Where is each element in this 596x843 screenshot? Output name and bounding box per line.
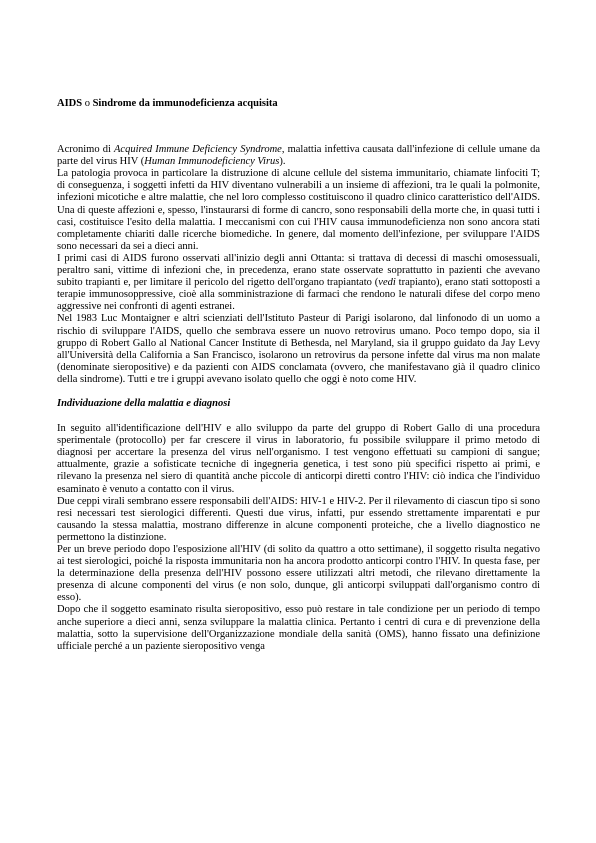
title-connector: o bbox=[84, 98, 90, 109]
intro-p1-text-c: ). bbox=[279, 156, 286, 168]
intro-paragraph-4: Nel 1983 Luc Montaigner e altri scienziati dell'Istituto Pasteur di Parigi isolarono, dal linfonodo di un uomo a rischio di sviluppare l'AIDS, quello che sembrava essere un nuovo retrovirus umano. Poco tempo dopo, sia il gruppo di Robert Gallo al National Cancer Institute di Bethesda, nel Maryland, sia il gruppo guidato da Jay Levy all'Università della California a San Francisco, isolarono un retrovirus da persone infette dal virus ma non malate (denominate sieropositive) e da pazienti con AIDS conclamata (ovvero, che manifestavano già il quadro clinico della sindrome). Tutti e tre i gruppi avevano isolato quello che oggi è noto come HIV. bbox=[57, 313, 540, 385]
document-page bbox=[57, 98, 540, 653]
section-heading: Individuazione della malattia e diagnosi bbox=[57, 397, 231, 409]
intro-p1-italic-a: Acquired Immune Deficiency Syndrome bbox=[114, 144, 282, 156]
section-paragraph-3: Per un breve periodo dopo l'esposizione all'HIV (di solito da quattro a otto settimane), il soggetto risulta negativo ai test sierologici, poiché la risposta immunitaria non ha ancora prodotto anticorpi contro l'HIV. In questa fase, per la determinazione della presenza dell'HIV possono essere utilizzati altri metodi, che rilevano direttamente la presenza di alcune componenti del virus (e non solo, dunque, gli anticorpi sviluppati dall'organismo contro di esso). bbox=[57, 544, 540, 604]
section-paragraph-2: Due ceppi virali sembrano essere responsabili dell'AIDS: HIV-1 e HIV-2. Per il rilevamento di ciascun tipo si sono resi necessari test sierologici differenti. Questi due virus, infatti, pur essendo strettamente imparentati e pur causando la stessa malattia, mostrano differenze in alcune componenti proteiche, che a livello diagnostico ne permettono la distinzione. bbox=[57, 495, 540, 543]
intro-p3-text-a: I primi casi di AIDS furono osservati all'inizio degli anni Ottanta: si trattava di decessi di maschi omosessuali, peraltro sani, vittime di infezioni che, in precedenza, erano state osservate soprattutto in pazienti che avevano subito trapianti e, per limitare il pericolo del rigetto dell'organo trapiantato ( bbox=[57, 252, 540, 289]
intro-paragraph-2: La patologia provoca in particolare la distruzione di alcune cellule del sistema immunitario, chiamate linfociti T; di conseguenza, i soggetti infetti da HIV diventano vulnerabili a un insieme di affezioni, tra le quali la polmonite, infezioni micotiche e altre malattie, che nel loro complesso costituiscono il quadro clinico caratteristico dell'AIDS. Una di queste affezioni e, spesso, l'instaurarsi di forme di cancro, sono responsabili della morte che, in quasi tutti i casi, costituisce l'esito della malattia. I meccanismi con cui l'HIV causa immunodeficienza non sono ancora stati completamente chiariti dalle ricerche biomediche. In genere, dal momento dell'infezione, per sviluppare l'AIDS sono necessari da sei a dieci anni. bbox=[57, 168, 540, 252]
intro-p1-text-a: Acronimo di bbox=[57, 144, 115, 156]
section-paragraph-1: In seguito all'identificazione dell'HIV e allo sviluppo da parte del gruppo di Robert Gallo di una procedura sperimentale (protocollo) per far crescere il virus in laboratorio, fu possibile sviluppare il primo metodo di diagnosi per accertare la presenza del virus nell'organismo. I test vengono effettuati su campioni di sangue; attualmente, grazie a sofisticate tecniche di ingegneria genetica, i test sono più specifici rispetto ai primi, e rilevano la presenza nel siero di quantità anche piccole di anticorpi diretti contro l'HIV: ciò indica che l'individuo esaminato è venuto a contatto con il virus. bbox=[57, 423, 540, 495]
intro-paragraph-1 bbox=[57, 144, 540, 168]
title-acronym: AIDS bbox=[57, 98, 83, 109]
title-full-name: Sindrome da immunodeficienza acquisita bbox=[92, 98, 278, 109]
intro-p1-italic-b: Human Immunodeficiency Virus bbox=[144, 156, 280, 168]
intro-paragraph-3 bbox=[57, 253, 540, 313]
intro-p3-text-b: trapianto), erano stati sottoposti a terapie immunosoppressive, cioè alla somministrazione di farmaci che rendono le naturali difese del corpo meno aggressive nei confronti di agenti estranei. bbox=[57, 277, 540, 313]
document-title bbox=[57, 98, 540, 110]
intro-p3-italic: vedi bbox=[378, 277, 396, 289]
section-paragraph-4: Dopo che il soggetto esaminato risulta sieropositivo, esso può restare in tale condizione per un periodo di tempo anche superiore a dieci anni, senza sviluppare la malattia clinica. Pertanto i centri di cura e di prevenzione della malattia, sotto la supervisione dell'Organizzazione mondiale della sanità (OMS), hanno fissato una definizione ufficiale perché a un paziente sieropositivo venga bbox=[57, 604, 540, 652]
intro-p1-text-b: , malattia infettiva causata dall'infezione di cellule umane da parte del virus HIV ( bbox=[57, 144, 540, 168]
